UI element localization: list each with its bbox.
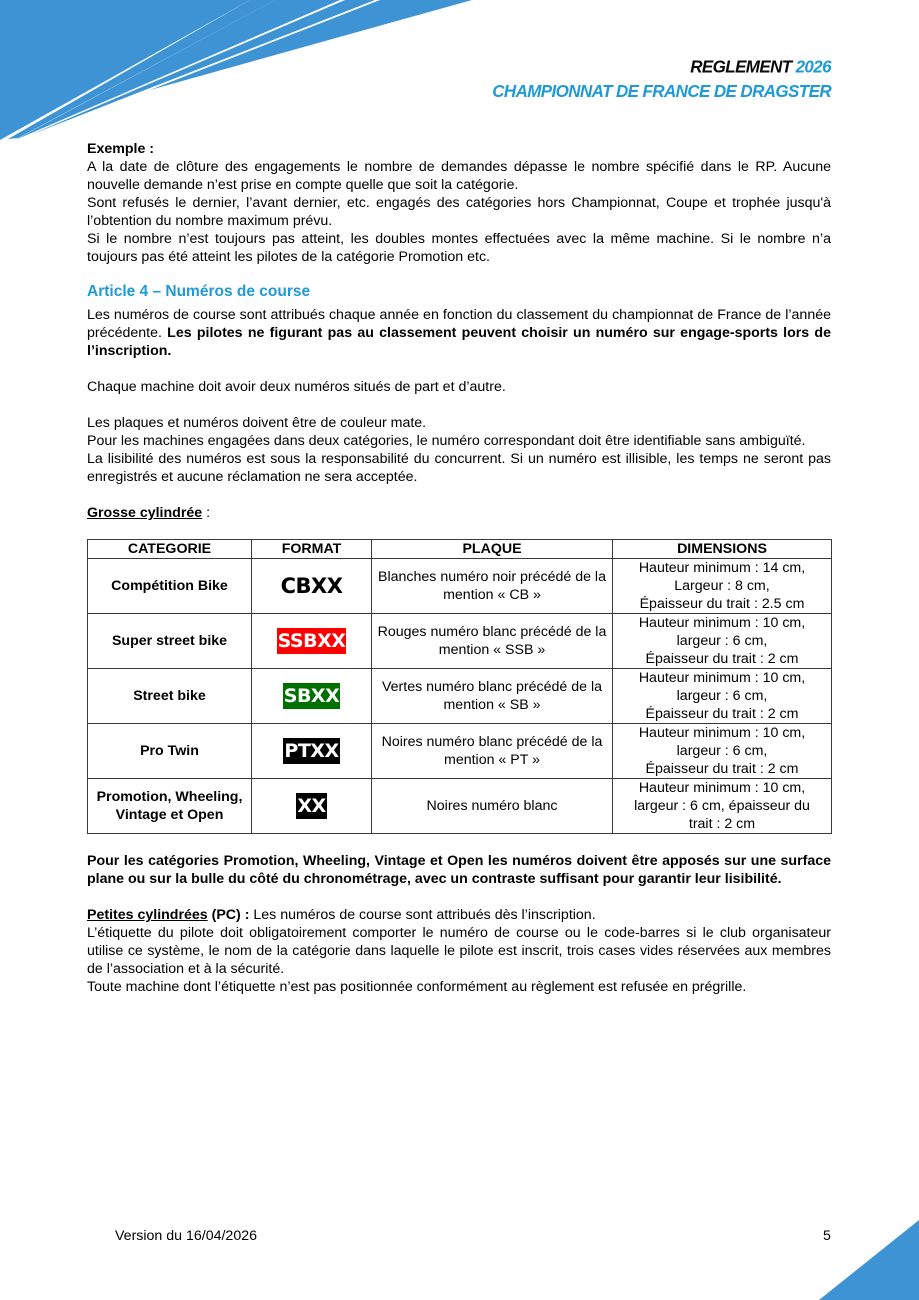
table-header-row: [88, 540, 832, 559]
header-dimensions: DIMENSIONS: [613, 540, 832, 559]
dimension-line: Épaisseur du trait : 2 cm: [645, 761, 799, 777]
example-title: Exemple :: [87, 141, 155, 157]
header-categorie: CATEGORIE: [88, 540, 252, 559]
dimension-line: Hauteur minimum : 10 cm,: [638, 615, 806, 631]
two-categories-text: Pour les machines engagées dans deux catégories, le numéro correspondant doit être identifiable sans ambiguïté.: [87, 433, 806, 449]
header-reglement: REGLEMENT: [690, 56, 792, 77]
dimension-line: Épaisseur du trait : 2 cm: [645, 651, 799, 667]
table-row: [88, 669, 832, 724]
plate-sample-sbxx: SBXX: [283, 685, 340, 707]
plaque-cell: Vertes numéro blanc précédé de la mention « SB »: [372, 669, 613, 724]
two-numbers-text: Chaque machine doit avoir deux numéros situés de part et d’autre.: [87, 379, 506, 395]
category-cell: Pro Twin: [88, 724, 252, 779]
format-cell: [252, 779, 372, 834]
format-cell: [252, 669, 372, 724]
category-cell: Street bike: [88, 669, 252, 724]
petites-cylindrees-label: Petites cylindrées: [87, 907, 208, 923]
dimension-line: largeur : 6 cm,: [676, 633, 768, 649]
dimension-line: trait : 2 cm: [688, 816, 756, 832]
dimension-line: largeur : 6 cm, épaisseur du: [634, 798, 810, 814]
plaque-cell: Rouges numéro blanc précédé de la mention « SSB »: [372, 614, 613, 669]
dimension-line: Largeur : 8 cm,: [674, 578, 770, 594]
promotion-note: Pour les catégories Promotion, Wheeling, Vintage et Open les numéros doivent être apposés sur une surface plane ou sur la bulle du côté du chronométrage, avec un contraste suffisant pour garantir leur lisibilité.: [87, 853, 831, 887]
format-cell: [252, 724, 372, 779]
dimension-line: largeur : 6 cm,: [676, 743, 768, 759]
dimensions-cell: [613, 559, 832, 614]
dimensions-cell: [613, 724, 832, 779]
plate-sample-cbxx: CBXX: [280, 574, 343, 598]
example-paragraph-1: A la date de clôture des engagements le nombre de demandes dépasse le nombre spécifié dans le RP. Aucune nouvelle demande n’est prise en compte quelle que soit la catégorie.: [87, 159, 831, 193]
header-swoosh-decoration: [0, 0, 480, 145]
article-4-title: Article 4 – Numéros de course: [87, 283, 311, 300]
petites-cylindrees-pc: (PC) :: [207, 907, 250, 923]
footer-corner-triangle-decoration: [819, 1220, 919, 1300]
dimension-line: Hauteur minimum : 10 cm,: [638, 780, 806, 796]
example-paragraph-2: Sont refusés le dernier, l’avant dernier, etc. engagés des catégories hors Championnat, Coupe et trophée jusqu'à l’obtention du nombre maximum prévu.: [87, 195, 831, 229]
category-cell: Compétition Bike: [88, 559, 252, 614]
article-4-intro: [87, 306, 831, 360]
format-cell: [252, 614, 372, 669]
dimension-line: Hauteur minimum : 10 cm,: [638, 725, 806, 741]
readability-text: La lisibilité des numéros est sous la responsabilité du concurrent. Si un numéro est illisible, les temps ne seront pas enregistrés et aucune réclamation ne sera acceptée.: [87, 451, 831, 485]
grosse-cylindree-suffix: :: [202, 505, 211, 521]
dimensions-cell: [613, 779, 832, 834]
grosse-cylindree-heading: [87, 504, 831, 522]
category-cell: Super street bike: [88, 614, 252, 669]
petites-cylindrees-paragraph: [87, 906, 831, 924]
footer-version: Version du 16/04/2026: [115, 1228, 257, 1244]
petites-cylindrees-text: Les numéros de course sont attribués dès l’inscription.: [249, 907, 596, 923]
plaque-cell: Noires numéro blanc: [372, 779, 613, 834]
header-subtitle: CHAMPIONNAT DE FRANCE DE DRAGSTER: [492, 81, 831, 102]
dimensions-cell: [613, 614, 832, 669]
example-paragraph-3: Si le nombre n’est toujours pas atteint, les doubles montes effectuées avec la même machine. Si le nombre n’a toujours pas été atteint les pilotes de la catégorie Promotion etc.: [87, 231, 831, 265]
format-cell: [252, 559, 372, 614]
grosse-cylindree-label: Grosse cylindrée: [87, 505, 203, 521]
intro-normal-text: Les numéros de course sont attribués chaque année en fonction du classement du championnat de France de l’année précédente.: [87, 307, 831, 341]
document-header: [492, 55, 831, 103]
mate-color-text: Les plaques et numéros doivent être de couleur mate.: [87, 415, 427, 431]
plaque-cell: Blanches numéro noir précédé de la mention « CB »: [372, 559, 613, 614]
plate-sample-ssbxx: SSBXX: [277, 630, 346, 652]
intro-bold-text: Les pilotes ne figurant pas au classement peuvent choisir un numéro sur engage-sports lors de l’inscription.: [87, 325, 831, 359]
table-row: [88, 559, 832, 614]
dimensions-cell: [613, 669, 832, 724]
dimension-line: largeur : 6 cm,: [676, 688, 768, 704]
page-number: 5: [823, 1228, 831, 1244]
table-row: [88, 779, 832, 834]
header-plaque: PLAQUE: [372, 540, 613, 559]
page-content: [87, 140, 831, 996]
plate-rules-table: [87, 539, 832, 834]
dimension-line: Hauteur minimum : 10 cm,: [638, 670, 806, 686]
category-cell: Promotion, Wheeling, Vintage et Open: [88, 779, 252, 834]
table-row: [88, 724, 832, 779]
table-row: [88, 614, 832, 669]
dimension-line: Épaisseur du trait : 2.5 cm: [639, 596, 805, 612]
plate-sample-xx: XX: [297, 795, 326, 817]
dimension-line: Épaisseur du trait : 2 cm: [645, 706, 799, 722]
pregrille-text: Toute machine dont l’étiquette n’est pas positionnée conformément au règlement est refusée en prégrille.: [87, 979, 747, 995]
header-year: 2026: [795, 56, 831, 77]
plaque-cell: Noires numéro blanc précédé de la mention « PT »: [372, 724, 613, 779]
dimension-line: Hauteur minimum : 14 cm,: [638, 560, 806, 576]
etiquette-text: L’étiquette du pilote doit obligatoirement comporter le numéro de course ou le code-barres si le club organisateur utilise ce système, le nom de la catégorie dans laquelle le pilote est inscrit, trois cases vides réservées aux membres de l’association et à la sécurité.: [87, 925, 831, 977]
plate-sample-ptxx: PTXX: [284, 740, 339, 762]
header-format: FORMAT: [252, 540, 372, 559]
